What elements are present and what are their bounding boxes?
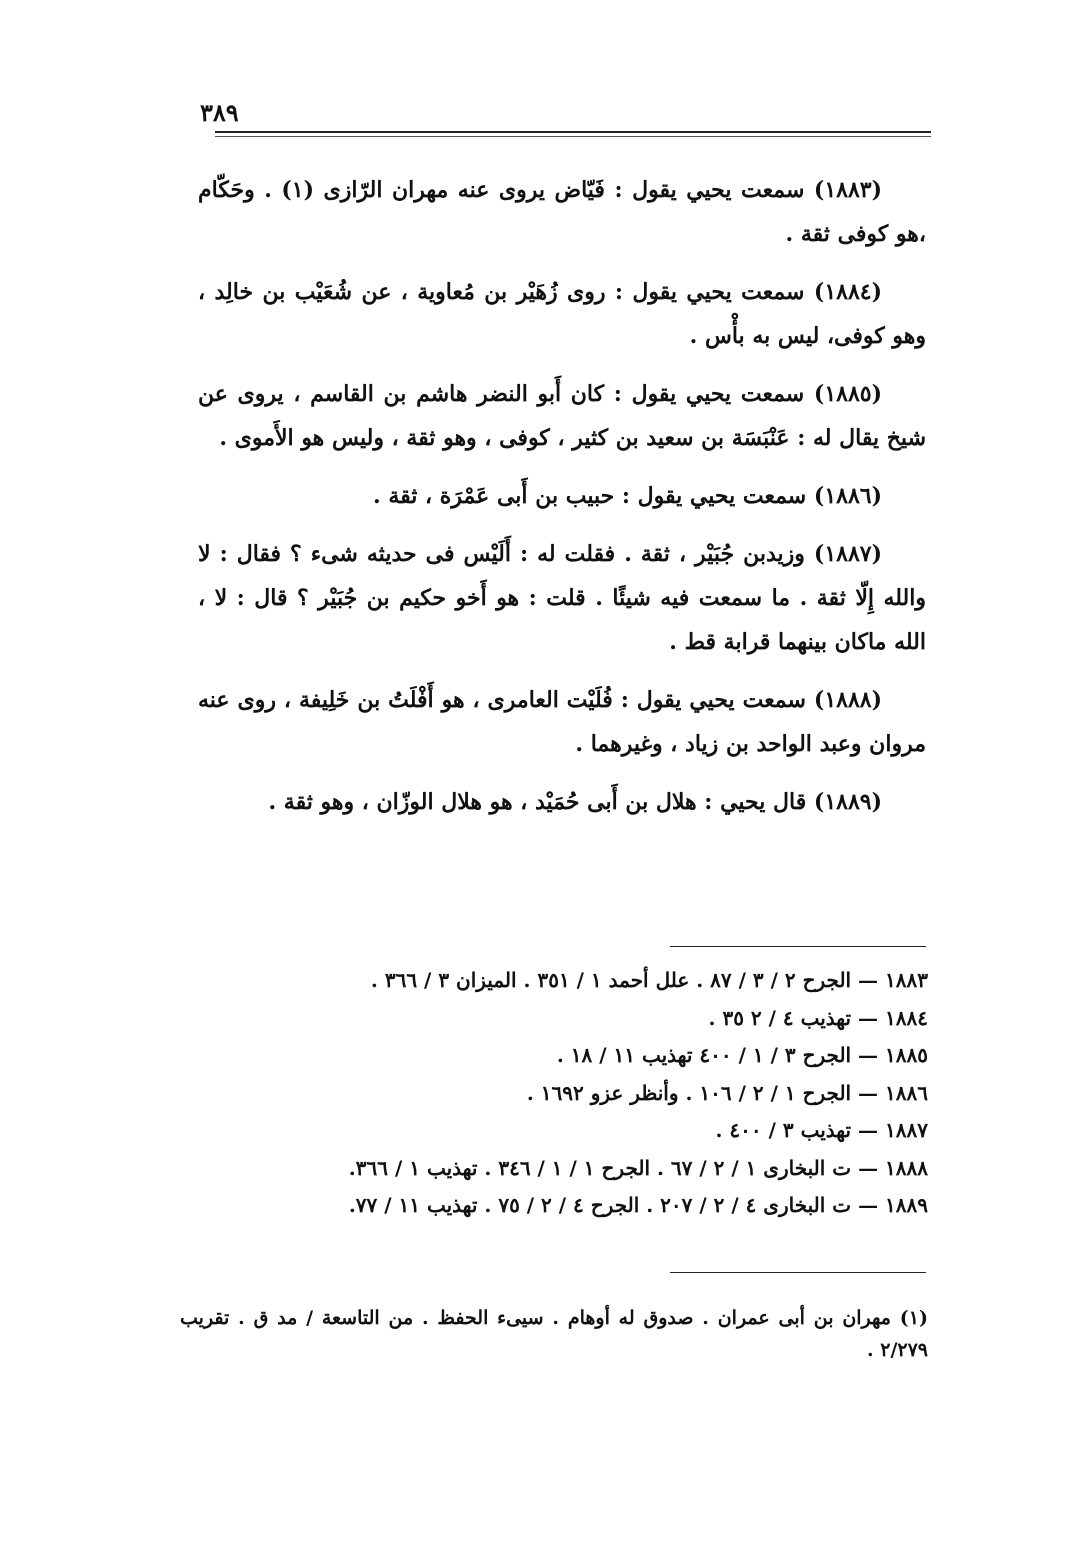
entry-1889: (١٨٨٩) قال يحيي : هلال بن أَبى حُمَيْد ، هو هلال الوزّان ، وهو ثقة . [268,789,882,815]
entry-1883: (١٨٨٣) سمعت يحيي يقول : فَيّاض يروى عنه مهران الرّازى (١) . وحَكّام ،هو كوفى ثقة . [198,177,926,247]
header-rule-thin [215,136,931,137]
reference-1883: ١٨٨٣ — الجرح ٢ / ٣ / ٨٧ . علل أحمد ١ / ٣٥١ . الميزان ٣ / ٣٦٦ . [370,968,928,992]
header-rule [215,131,931,133]
entry-1886: (١٨٨٦) سمعت يحيي يقول : حبيب بن أَبى عَمْرَة ، ثقة . [373,483,882,509]
footnote: (١) مهران بن أبى عمران . صدوق له أوهام . سيىء الحفظ . من التاسعة / مد ق . تقريب ٢/٢٧٩ . [180,1307,928,1361]
reference-1884: ١٨٨٤ — تهذيب ٤ / ٢ ٣٥ . [708,1005,928,1030]
footnote-divider [670,1272,926,1273]
entry-1884: (١٨٨٤) سمعت يحيي يقول : روى زُهَيْر بن مُعاوية ، عن شُعَيْب بن خالِد ، وهو كوفى، ليس به بأْس . [198,279,926,349]
references-divider [670,946,926,947]
main-text [198,168,926,838]
entry-1885: (١٨٨٥) سمعت يحيي يقول : كان أَبو النضر هاشم بن القاسم ، يروى عن شيخ يقال له : عَنْبَسَة بن سعيد بن كثير ، كوفى ، وهو ثقة ، وليس هو الأَموى . [198,381,926,451]
reference-1888: ١٨٨٨ — ت البخارى ١ / ٢ / ٦٧ . الجرح ١ / ١ / ٣٤٦ . تهذيب ١ / ٣٦٦. [348,1155,928,1180]
reference-1889: ١٨٨٩ — ت البخارى ٤ / ٢ / ٢٠٧ . الجرح ٤ / ٢ / ٧٥ . تهذيب ١١ / ٧٧. [348,1193,928,1217]
reference-1887: ١٨٨٧ — تهذيب ٣ / ٤٠٠ . [715,1118,928,1142]
reference-1885: ١٨٨٥ — الجرح ٣ / ١ / ٤٠٠ تهذيب ١١ / ١٨ . [556,1043,928,1067]
page-number: ٣٨٩ [200,98,239,127]
references-list [198,962,928,1225]
entry-1888: (١٨٨٨) سمعت يحيي يقول : فُلَيْت العامرى ، هو أَفْلَتُ بن خَلِيفة ، روى عنه مروان وعبد الواحد بن زياد ، وغيرهما . [198,687,926,757]
reference-1886: ١٨٨٦ — الجرح ١ / ٢ / ١٠٦ . وأنظر عزو ١٦٩٢ . [526,1080,928,1105]
entry-1887: (١٨٨٧) وزيدبن جُبَيْر ، ثقة . فقلت له : أَلَيْس فى حديثه شىء ؟ فقال : لا والله إِلّا ثقة . ما سمعت فيه شيئًا . قلت : هو أَخو حكيم بن جُبَيْر ؟ قال : لا ، الله ماكان بينهما قرابة قط . [198,541,926,655]
